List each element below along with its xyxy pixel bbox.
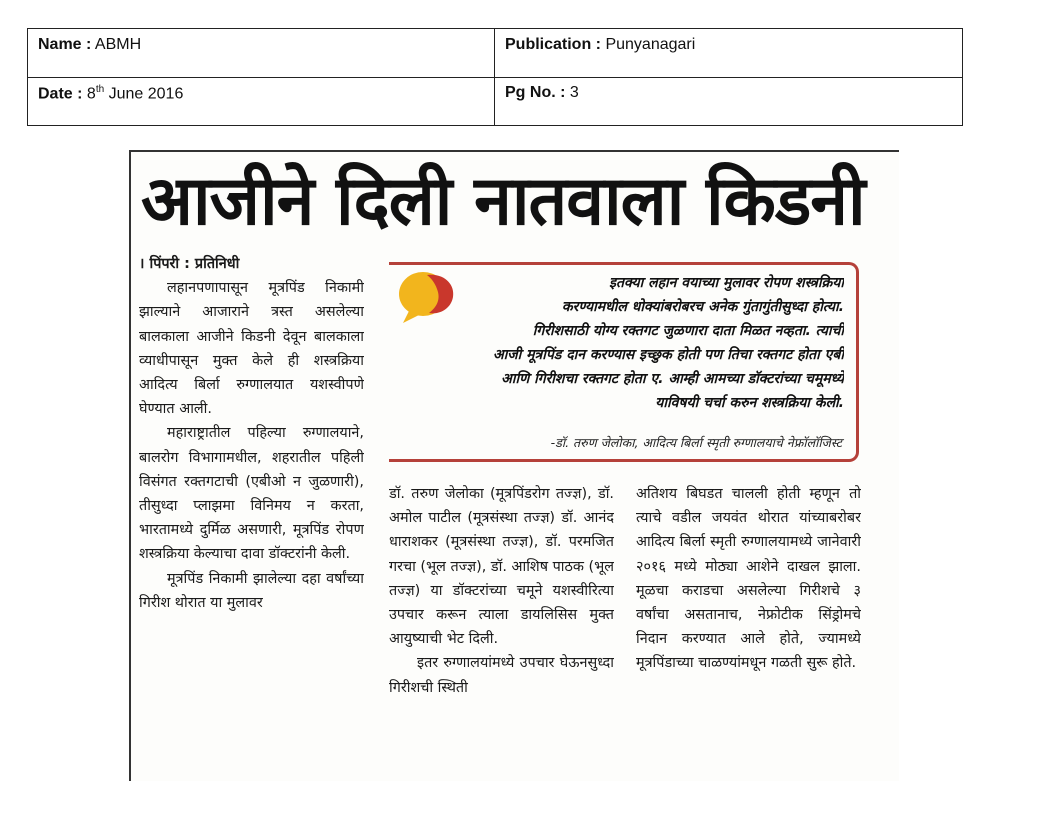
quote-line: करण्यामधील धोक्यांबरोबरच अनेक गुंतागुंतीसुध्दा होत्या. [561, 299, 844, 315]
publication-value: Punyanagari [605, 36, 696, 53]
article-column-3 [636, 482, 861, 772]
newspaper-clipping [129, 150, 899, 781]
name-value: ABMH [94, 36, 142, 53]
date-suffix: th [95, 84, 105, 95]
page-cell [495, 77, 962, 125]
paragraph: मूत्रपिंड निकामी झालेल्या दहा वर्षांच्या गिरीश थोरात या मुलावर [139, 570, 364, 611]
quote-line: गिरीशसाठी योग्य रक्तगट जुळणारा दाता मिळत नव्हता. त्याची [532, 323, 844, 339]
publication-cell [495, 29, 962, 77]
article-column-1 [139, 252, 364, 772]
clipping-info-table [27, 28, 963, 126]
paragraph: लहानपणापासून मूत्रपिंड निकामी झाल्याने आजाराने त्रस्त असलेल्या बालकाला आजीने किडनी देवून बालकाला व्याधीपासून मुक्त केले ही शस्त्रक्रिया आदित्य बिर्ला रुग्णालयात यशस्वीपणे घेण्यात आली. [139, 280, 364, 418]
name-cell [28, 29, 495, 77]
quote-attribution: -डॉ. तरुण जेलोका, आदित्य बिर्ला स्मृती रुग्णालयाचे नेफ्रॉलॉजिस्ट [550, 435, 842, 450]
article-dateline: । पिंपरी : प्रतिनिधी [139, 256, 240, 272]
date-cell [28, 77, 495, 125]
pull-quote-text [389, 271, 844, 461]
date-label: Date : [38, 85, 83, 103]
info-row-2 [28, 77, 962, 125]
date-day: 8 [86, 85, 96, 103]
article-column-2 [389, 482, 614, 772]
paragraph: महाराष्ट्रातील पहिल्या रुग्णालयाने, बालरोग विभागामधील, शहरातील पहिली विसंगत रक्तगटाची (एबीओ न जुळणारी), तीसुध्दा प्लाझमा विनिमय न करता, भारतामध्ये दुर्मिळ असणारी, मूत्रपिंड रोपण शस्त्रक्रिया केल्याचा दावा डॉक्टरांनी केली. [139, 425, 364, 563]
paragraph: डॉ. तरुण जेलोका (मूत्रपिंडरोग तज्ज्ञ), डॉ. अमोल पाटील (मूत्रसंस्था तज्ज्ञ) डॉ. आनंद धाराशकर (मूत्रसंस्था तज्ज्ञ), डॉ. परमजित गरचा (भूल तज्ज्ञ), डॉ. आशिष पाठक (भूल तज्ज्ञ) या डॉक्टरांच्या चमूने यशस्वीरित्या उपचार करून त्याला डायलिसिस मुक्त आयुष्याची भेट दिली. [389, 486, 614, 648]
date-rest: June 2016 [108, 85, 184, 103]
page-label: Pg No. : [505, 84, 566, 101]
paragraph: अतिशय बिघडत चालली होती म्हणून तो त्याचे वडील जयवंत थोरात यांच्याबरोबर आदित्य बिर्ला स्मृती रुग्णालयामध्ये जानेवारी २०१६ मध्ये मोठ्या आशेने दाखल झाला. मूळचा कराडचा असलेल्या गिरीशचे ३ वर्षांचा असतानाच, नेफ्रोटीक सिंड्रोमचे निदान करण्यात आले होते, ज्यामध्ये मूत्रपिंडाच्या चाळण्यांमधून गळती सुरू होते. [636, 486, 861, 672]
quote-line: याविषयी चर्चा करुन शस्त्रक्रिया केली. [655, 395, 844, 411]
paragraph: इतर रुग्णालयांमध्ये उपचार घेऊनसुध्दा गिरीशची स्थिती [389, 655, 614, 696]
name-label: Name : [38, 36, 92, 53]
article-headline: आजीने दिली नातवाला किडनी [141, 162, 865, 241]
publication-label: Publication : [505, 36, 601, 53]
page-value: 3 [569, 84, 579, 101]
info-row-1 [28, 29, 962, 78]
pull-quote-box [389, 262, 859, 462]
quote-line: आणि गिरीशचा रक्तगट होता ए. आम्ही आमच्या डॉक्टरांच्या चमूमध्ये [501, 371, 844, 387]
quote-line: इतक्या लहान वयाच्या मुलावर रोपण शस्त्रक्रिया [609, 275, 844, 291]
quote-line: आजी मूत्रपिंड दान करण्यास इच्छुक होती पण तिचा रक्तगट होता एबी [492, 347, 844, 363]
